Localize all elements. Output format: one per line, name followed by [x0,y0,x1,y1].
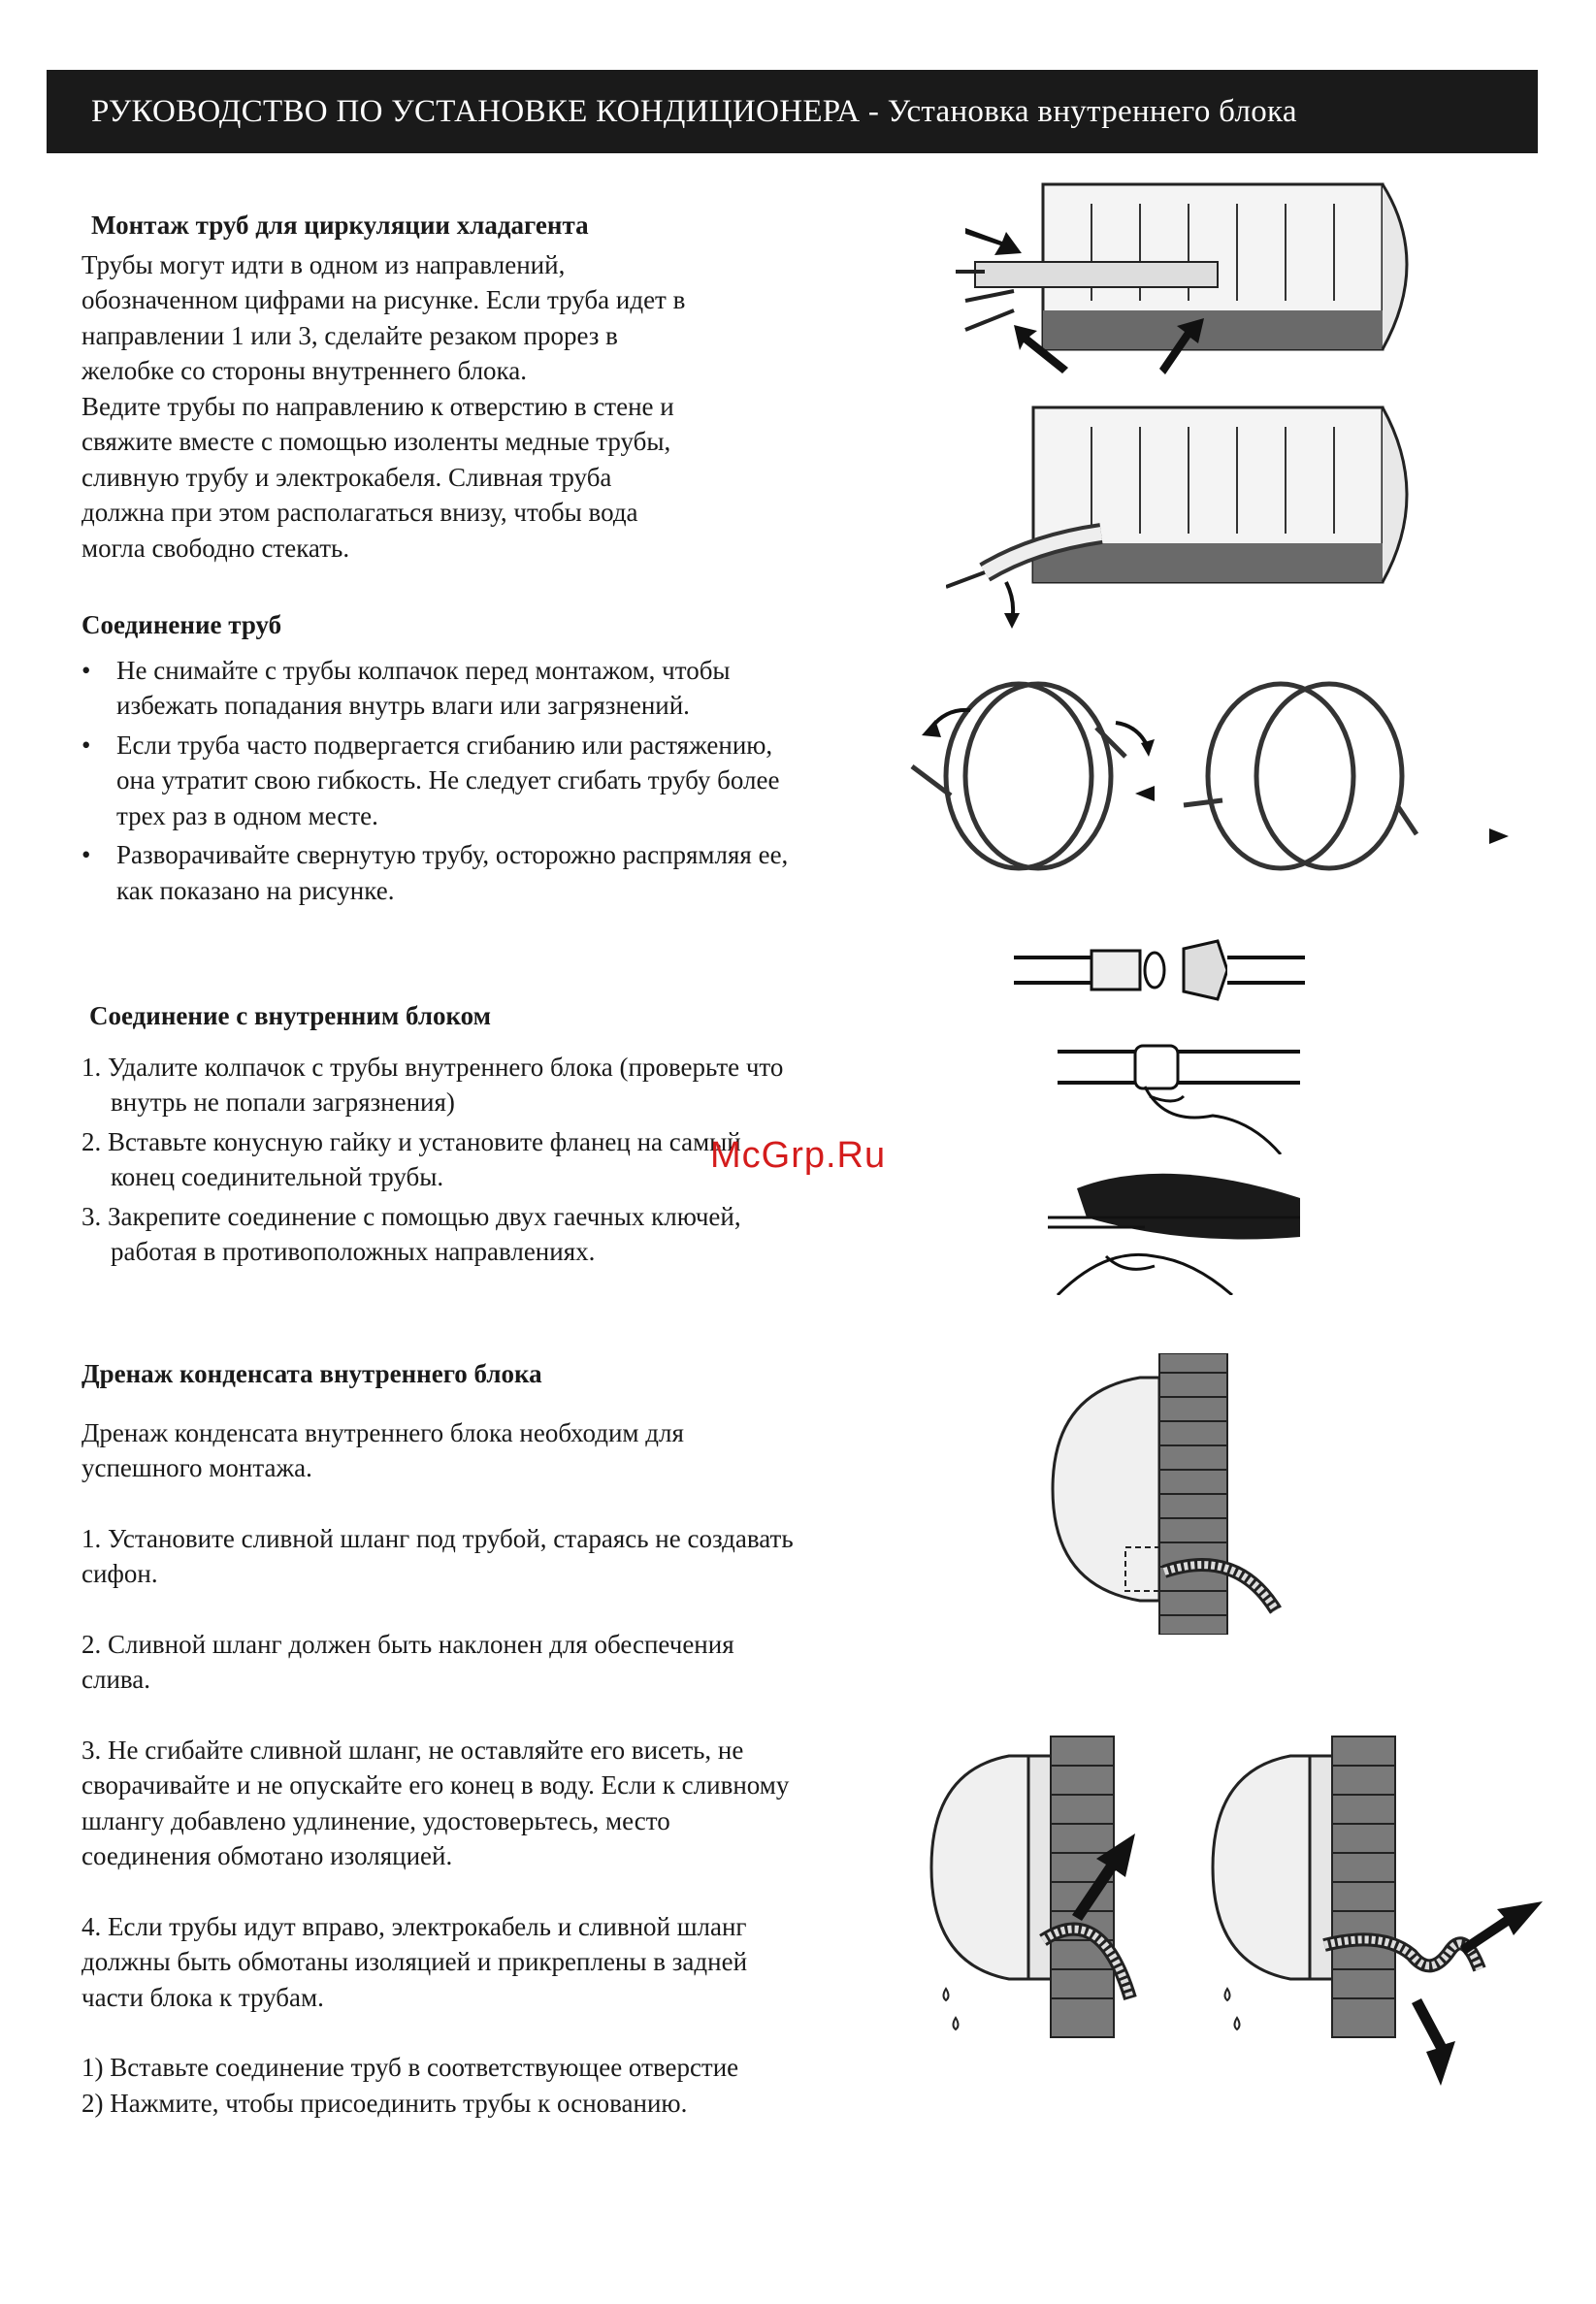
figure-unit-pipes-2 [946,398,1431,631]
arrow-icon [965,218,1024,257]
paragraph: 2. Сливной шланг должен быть наклонен для обеспечения слива. [81,1629,734,1694]
figure-drain-wall [1043,1353,1315,1635]
step-line: 1) Вставьте соединение труб в соответствующее отверстие [81,2053,739,2082]
brick-wall-icon [1159,1353,1227,1635]
paragraph: 4. Если трубы идут вправо, электрокабель и сливной шланг должны быть обмотаны изоляцией и прикреплены в задней части блока к трубам. [81,1911,748,2012]
list-item: 1. Удалите колпачок с трубы внутреннего блока (проверьте что внутрь не попали загрязнения) [81,1052,784,1117]
section-heading: Дренаж конденсата внутреннего блока [81,1359,542,1388]
figure-flare-nut [1014,931,1305,1009]
text-line: могла свободно стекать. [81,533,350,563]
section-heading: Монтаж труб для циркуляции хладагента [91,211,589,240]
page-header [47,70,1538,153]
paragraph: Дренаж конденсата внутреннего блока необходим для успешного монтажа. [81,1417,684,1482]
section-heading: Соединение труб [81,610,282,639]
text-line: желобке со стороны внутреннего блока. [81,356,527,385]
list-item: 2. Вставьте конусную гайку и установите фланец на самый конец соединительной трубы. [81,1126,741,1191]
step-line: 2) Нажмите, чтобы присоединить трубы к основанию. [81,2088,688,2118]
section-indoor-connection [81,998,819,1274]
section-pipe-connection [81,607,819,912]
paragraph: 1. Установите сливной шланг под трубой, стараясь не создавать сифон. [81,1523,794,1588]
section-pipe-mounting [81,208,819,566]
bullet-item: • Если труба часто подвергается сгибанию или растяжению, она утратит свою гибкость. Не следует сгибать трубу более трех раз в одном месте. [81,728,799,834]
watermark: McGrp.Ru [710,1135,887,1176]
text-line: свяжите вместе с помощью изоленты медные трубы, [81,427,671,456]
paragraph: 3. Не сгибайте сливной шланг, не оставляйте его висеть, не сворачивайте и не опускайте его конец в воду. Если к сливному шлангу добавлено удлинение, удостоверьтесь, место соединения обмотано изоляцией. [81,1735,790,1870]
wrench-icon [1048,1159,1319,1295]
brick-wall-icon [1332,1736,1395,2037]
arrow-icon [1157,318,1206,376]
section-heading: Соединение с внутренним блоком [89,1001,492,1030]
arrow-icon [1014,325,1072,373]
figure-hand-tightening [1058,1028,1310,1154]
section-condensate-drain [81,1356,819,2121]
figure-unit-pipes-1 [946,175,1431,369]
text-line: должна при этом располагаться внизу, чтобы вода [81,498,638,527]
figure-wrenches [1048,1159,1319,1295]
text-line: Трубы могут идти в одном из направлений, [81,249,566,279]
text-line: Ведите трубы по направлению к отверстию в стене и [81,391,674,421]
list-item: 3. Закрепите соединение с помощью двух гаечных ключей, работая в противоположных направлениях. [81,1201,741,1266]
bullet-item: • Не снимайте с трубы колпачок перед монтажом, чтобы избежать попадания внутрь влаги или загрязнений. [81,653,799,724]
page-title: РУКОВОДСТВО ПО УСТАНОВКЕ КОНДИЦИОНЕРА - Установка внутреннего блока [91,94,1297,129]
figure-drain-wrong [927,1727,1557,2095]
text-line: направлении 1 или 3, сделайте резаком прорез в [81,320,618,350]
text-line: сливную трубу и электрокабеля. Сливная труба [81,462,612,492]
bullet-item: • Разворачивайте свернутую трубу, осторожно распрямляя ее, как показано на рисунке. [81,837,799,908]
text-line: обозначенном цифрами на рисунке. Если труба идет в [81,285,686,314]
hand-icon [1058,1028,1310,1154]
figure-coiled-pipes [893,669,1514,883]
